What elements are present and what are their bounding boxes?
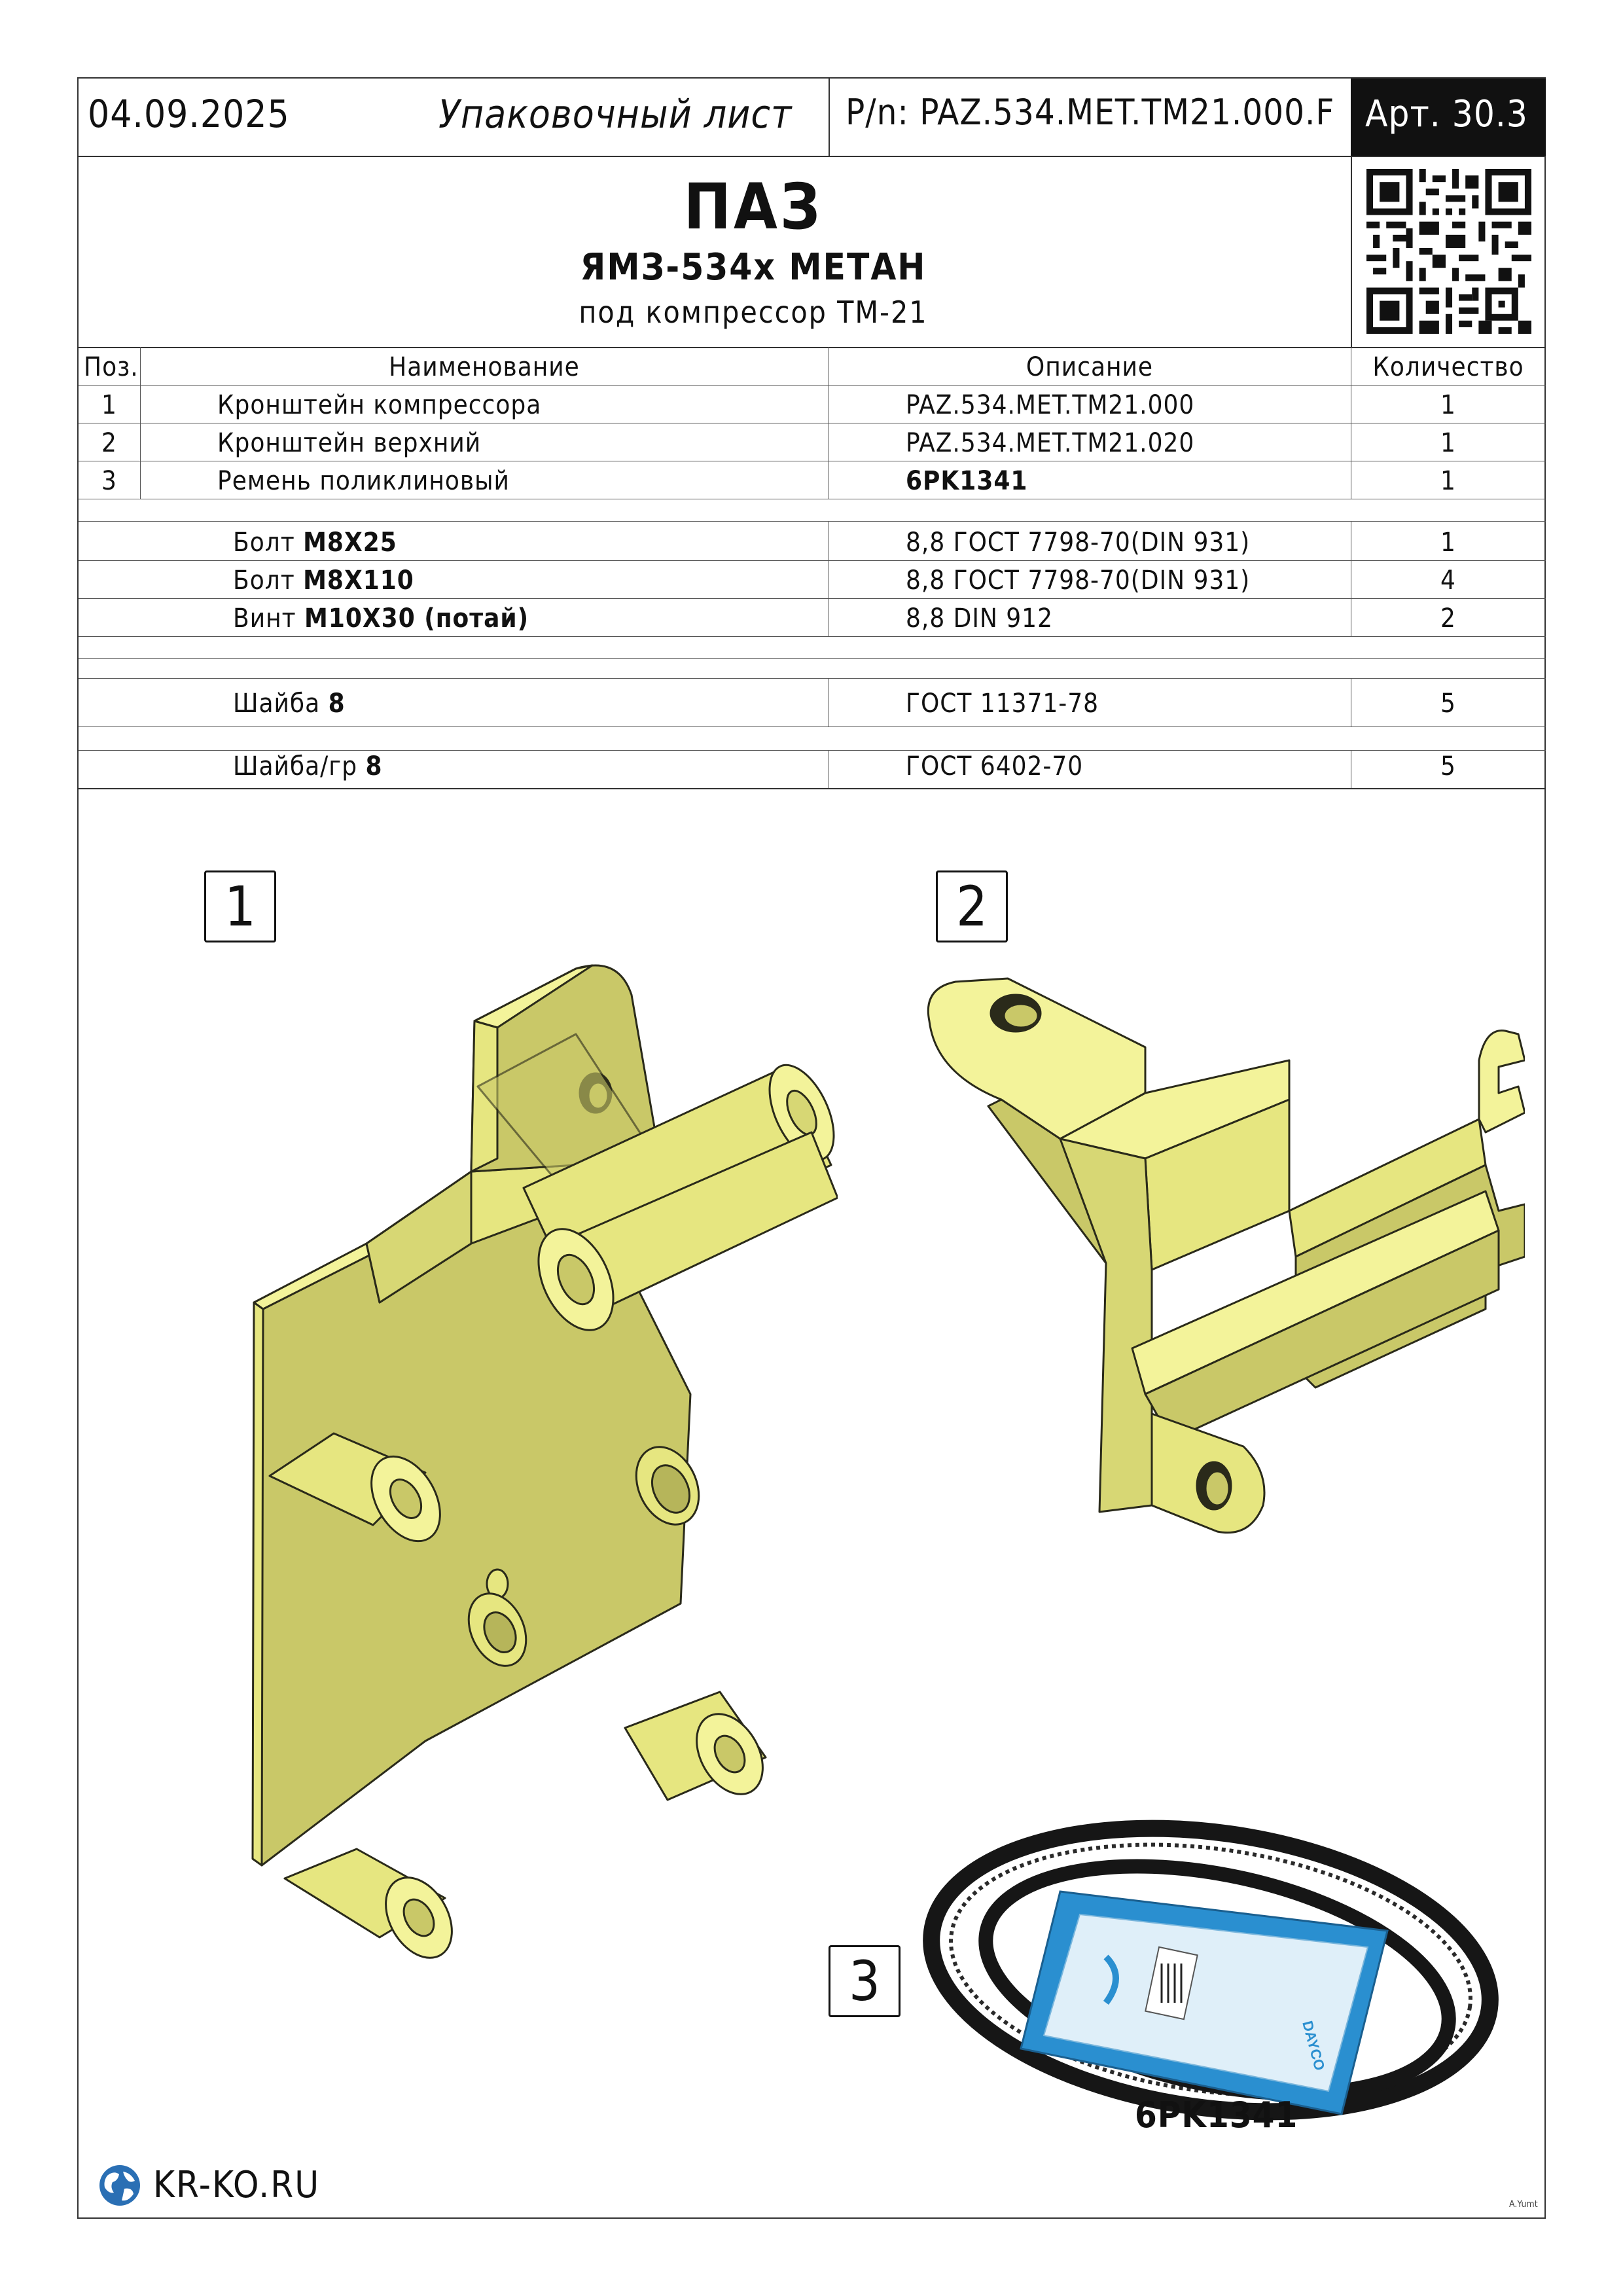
fastener3-desc: 8,8 DIN 912: [906, 603, 1053, 634]
part1-compressor-bracket: [209, 936, 838, 1990]
belt-caption: 6PK1341: [1135, 2094, 1298, 2136]
row1-name: Кронштейн компрессора: [217, 390, 542, 420]
figure-label-1: 1: [204, 870, 276, 942]
row1-desc: PAZ.534.MET.TM21.000: [906, 390, 1195, 420]
header-date: 04.09.2025: [88, 92, 290, 136]
fastener1-qty: 1: [1440, 528, 1456, 558]
fastener1-name: Болт M8X25: [233, 528, 397, 558]
figure-label-2: 2: [936, 870, 1008, 942]
figure-label-3: 3: [829, 1945, 901, 2017]
title-engine: ЯМЗ-534х МЕТАН: [580, 246, 927, 289]
row3-pos: 3: [101, 466, 117, 496]
washer2-name: Шайба/гр 8: [233, 751, 383, 781]
packing-sheet: [77, 77, 1546, 2219]
qr-code: [1366, 169, 1531, 334]
fastener3-name: Винт M10X30 (потай): [233, 603, 529, 634]
row2-pos: 2: [101, 428, 117, 458]
title-subtitle: под компрессор ТМ-21: [579, 295, 928, 330]
washer2-qty: 5: [1440, 751, 1456, 781]
globe-icon: [98, 2164, 141, 2207]
title-brand: ПАЗ: [683, 170, 823, 243]
col-header-name: Наименование: [389, 352, 580, 382]
fastener1-desc: 8,8 ГОСТ 7798-70(DIN 931): [906, 528, 1251, 558]
row3-desc: 6PK1341: [906, 466, 1028, 496]
footer-signature: A.Yumt: [1509, 2199, 1538, 2210]
row3-name: Ремень поликлиновый: [217, 466, 510, 496]
row2-name: Кронштейн верхний: [217, 428, 482, 458]
washer1-desc: ГОСТ 11371-78: [906, 689, 1099, 719]
row2-qty: 1: [1440, 428, 1456, 458]
footer-site[interactable]: KR-KO.RU: [153, 2164, 321, 2206]
fastener2-qty: 4: [1440, 565, 1456, 596]
belt-brand-label: DAYCO: [1299, 2018, 1329, 2073]
part2-upper-bracket: [910, 962, 1525, 1564]
col-header-desc: Описание: [1026, 352, 1154, 382]
washer1-qty: 5: [1440, 689, 1456, 719]
washer1-name: Шайба 8: [233, 689, 346, 719]
header-part-number: P/n: PAZ.534.MET.TM21.000.F: [846, 92, 1335, 133]
row2-desc: PAZ.534.MET.TM21.020: [906, 428, 1195, 458]
fastener2-name: Болт M8X110: [233, 565, 414, 596]
row1-pos: 1: [101, 390, 117, 420]
col-header-qty: Количество: [1372, 352, 1524, 382]
col-header-pos: Поз.: [84, 352, 139, 382]
washer2-desc: ГОСТ 6402-70: [906, 751, 1084, 781]
row1-qty: 1: [1440, 390, 1456, 420]
header-doc-type: Упаковочный лист: [438, 92, 793, 137]
fastener3-qty: 2: [1440, 603, 1456, 634]
header-article: Арт. 30.3: [1365, 93, 1528, 135]
fastener2-desc: 8,8 ГОСТ 7798-70(DIN 931): [906, 565, 1251, 596]
row3-qty: 1: [1440, 466, 1456, 496]
